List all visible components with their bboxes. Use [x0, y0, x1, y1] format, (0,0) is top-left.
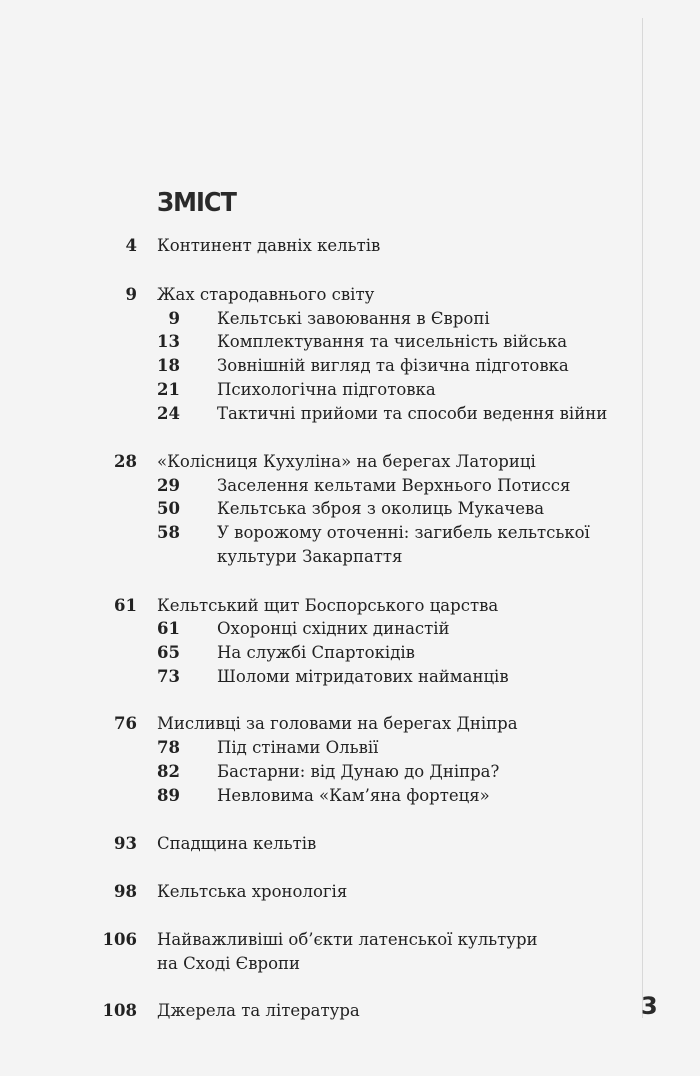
- toc-entry-title: Заселення кельтами Верхнього Потисся: [217, 476, 571, 495]
- toc-subentry[interactable]: [0, 497, 700, 521]
- toc-entry-title: Кельтська хронологія: [157, 882, 348, 901]
- toc-page-number: 13: [157, 332, 180, 351]
- toc-entry-title: Джерела та література: [157, 1001, 360, 1020]
- toc-entry[interactable]: [0, 283, 700, 307]
- toc-page-number: 21: [157, 380, 180, 399]
- toc-subentry-continuation: [0, 545, 700, 569]
- toc-entry-title: Кельтська зброя з околиць Мукачева: [217, 499, 545, 518]
- toc-subentry[interactable]: [0, 474, 700, 498]
- toc-subentry[interactable]: [0, 760, 700, 784]
- toc-entry-title: Тактичні прийоми та способи ведення війни: [217, 404, 608, 423]
- toc-entry[interactable]: [0, 880, 700, 904]
- toc-page-number: 58: [157, 523, 180, 542]
- toc-page-number: 108: [102, 1001, 137, 1020]
- toc-subentry[interactable]: [0, 402, 700, 426]
- toc-page-number: 65: [157, 643, 180, 662]
- toc-entry-title: Кельтський щит Боспорського царства: [157, 596, 499, 615]
- toc-page-number: 98: [114, 882, 137, 901]
- page-title: ЗМІСТ: [157, 188, 236, 218]
- toc-page-number: 82: [157, 762, 180, 781]
- toc-entry[interactable]: [0, 450, 700, 474]
- toc-subentry[interactable]: [0, 617, 700, 641]
- toc-subentry[interactable]: [0, 307, 700, 331]
- page-number: 3: [641, 992, 658, 1020]
- toc-entry-title: Мисливці за головами на берегах Дніпра: [157, 714, 518, 733]
- toc-entry-title: У ворожому оточенні: загибель кельтської: [217, 523, 590, 542]
- toc-entry-title: Жах стародавнього світу: [157, 285, 375, 304]
- toc-entry-title: Комплектування та чисельність війська: [217, 332, 568, 351]
- toc-page-number: 18: [157, 356, 180, 375]
- toc-page-number: 89: [157, 786, 180, 805]
- toc-entry-title: «Колісниця Кухуліна» на берегах Латориці: [157, 452, 536, 471]
- toc-subentry[interactable]: [0, 665, 700, 689]
- toc-entry-title-continued: культури Закарпаття: [217, 547, 403, 566]
- toc-page-number: 4: [125, 236, 137, 255]
- toc-subentry[interactable]: [0, 521, 700, 545]
- toc-page-number: 106: [102, 930, 137, 949]
- toc-entry[interactable]: [0, 234, 700, 258]
- toc-entry-title: Найважливіші об’єкти латенської культури: [157, 930, 538, 949]
- toc-entry[interactable]: [0, 928, 700, 952]
- toc-entry[interactable]: [0, 712, 700, 736]
- toc-page-number: 50: [157, 499, 180, 518]
- toc-entry-title: Континент давніх кельтів: [157, 236, 381, 255]
- toc-entry-title: Бастарни: від Дунаю до Дніпра?: [217, 762, 500, 781]
- toc-page-number: 9: [168, 309, 180, 328]
- toc-page-number: 78: [157, 738, 180, 757]
- toc-entry-title: На службі Спартокідів: [217, 643, 415, 662]
- toc-page-number: 93: [114, 834, 137, 853]
- toc-entry-title: Охоронці східних династій: [217, 619, 450, 638]
- toc-entry-title: Шоломи мітридатових найманців: [217, 667, 509, 686]
- toc-entry-title: Під стінами Ольвії: [217, 738, 379, 757]
- toc-subentry[interactable]: [0, 784, 700, 808]
- toc-page-number: 61: [157, 619, 180, 638]
- toc-subentry[interactable]: [0, 378, 700, 402]
- toc-entry-title: Спадщина кельтів: [157, 834, 317, 853]
- toc-subentry[interactable]: [0, 354, 700, 378]
- toc-page-number: 28: [114, 452, 137, 471]
- toc-page-number: 76: [114, 714, 137, 733]
- toc-entry-title: Невловима «Кам’яна фортеця»: [217, 786, 490, 805]
- toc-subentry[interactable]: [0, 330, 700, 354]
- toc-entry-title: Психологічна підготовка: [217, 380, 436, 399]
- toc-entry-title: Кельтські завоювання в Європі: [217, 309, 490, 328]
- toc-page-number: 29: [157, 476, 180, 495]
- toc-page-number: 61: [114, 596, 137, 615]
- toc-subentry[interactable]: [0, 641, 700, 665]
- toc-page-number: 9: [125, 285, 137, 304]
- toc-entry-continuation: [0, 952, 700, 976]
- toc-entry-title: Зовнішній вигляд та фізична підготовка: [217, 356, 569, 375]
- toc-subentry[interactable]: [0, 736, 700, 760]
- toc-entry-title-continued: на Сході Європи: [157, 954, 301, 973]
- toc-entry[interactable]: [0, 999, 700, 1023]
- toc-page-number: 24: [157, 404, 180, 423]
- toc-page-number: 73: [157, 667, 180, 686]
- toc-entry[interactable]: [0, 594, 700, 618]
- toc-entry[interactable]: [0, 832, 700, 856]
